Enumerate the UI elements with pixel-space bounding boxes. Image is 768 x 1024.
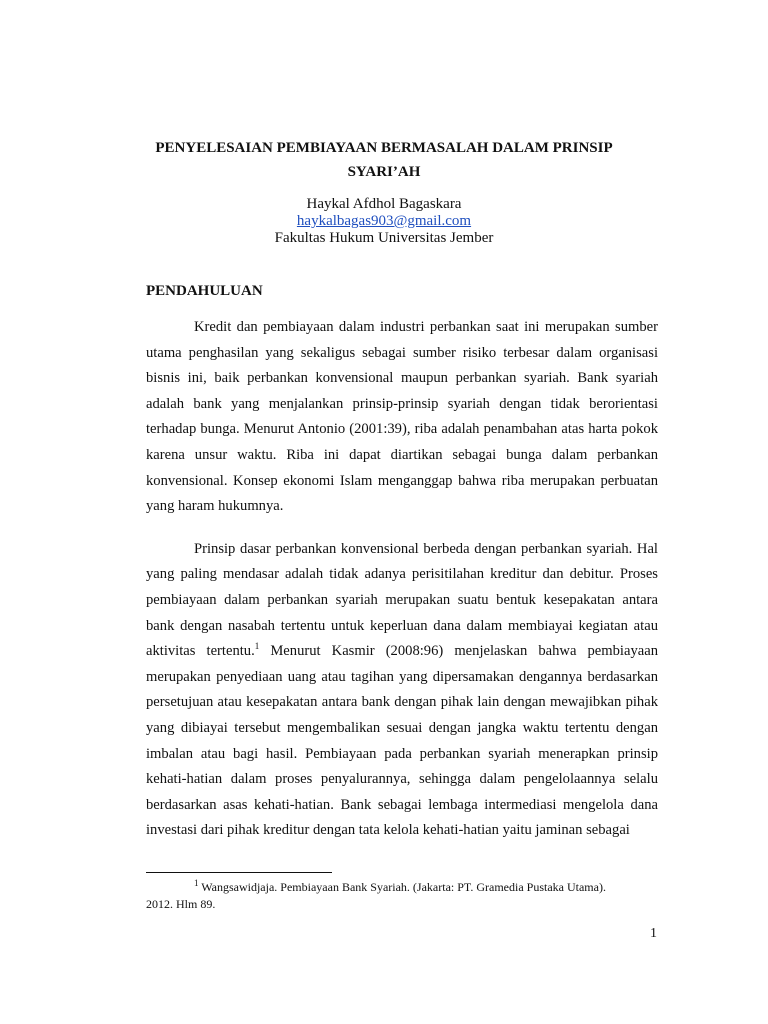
- footnote-text-line-2: 2012. Hlm 89.: [146, 897, 216, 911]
- paragraph-1: Kredit dan pembiayaan dalam industri perbankan saat ini merupakan sumber utama penghasilan yang sekaligus sebagai sumber risiko terbesar dalam organisasi bisnis ini, baik perbankan konvensional maupun perbankan syariah. Bank syariah adalah bank yang menjalankan prinsip-prinsip syariah dengan tidak berorientasi terhadap bunga. Menurut Antonio (2001:39), riba adalah penambahan atas harta pokok karena unsur waktu. Riba ini dapat diartikan sebagai bunga dalam perbankan konvensional. Konsep ekonomi Islam menganggap bahwa riba merupakan perbuatan yang haram hukumnya.: [146, 319, 658, 515]
- paper-title-line-2: SYARI’AH: [347, 164, 421, 180]
- section-heading: PENDAHULUAN: [146, 283, 263, 299]
- footnote: [146, 879, 646, 913]
- body-text: [146, 315, 658, 861]
- footnote-text-line-1: Wangsawidjaja. Pembiayaan Bank Syariah. (Jakarta: PT. Gramedia Pustaka Utama).: [198, 880, 606, 894]
- page-number: 1: [650, 926, 657, 941]
- paper-title-line-1: PENYELESAIAN PEMBIAYAAN BERMASALAH DALAM PRINSIP: [155, 140, 613, 156]
- footnote-divider: [146, 872, 332, 873]
- paper-title: [120, 136, 648, 184]
- author-email-link[interactable]: haykalbagas903@gmail.com: [296, 213, 472, 229]
- author-name: Haykal Afdhol Bagaskara: [306, 196, 462, 212]
- footnote-number: 1: [194, 878, 199, 888]
- paragraph-2: [146, 537, 658, 844]
- paragraph-2-part-2: Menurut Kasmir (2008:96) menjelaskan bahwa pembiayaan merupakan penyediaan uang atau tagihan yang dipersamakan dengannya berdasarkan persetujuan atau kesepakatan antara bank dengan pihak lain dengan mewajibkan pihak yang dibiayai tersebut mengembalikan sesuai dengan jangka waktu tertentu dengan imbalan atau bagi hasil. Pembiayaan pada perbankan syariah menerapkan prinsip kehati-hatian dalam proses penyalurannya, sehingga dalam pengelolaannya selalu berdasarkan asas kehati-hatian. Bank sebagai lembaga intermediasi mengelola dana investasi dari pihak kreditur dengan tata kelola kehati-hatian yaitu jaminan sebagai: [146, 643, 658, 839]
- author-block: [150, 196, 618, 247]
- footnote-reference[interactable]: 1: [254, 641, 260, 652]
- paragraph-2-part-1: Prinsip dasar perbankan konvensional berbeda dengan perbankan syariah. Hal yang paling mendasar adalah tidak adanya perisitilahan kreditur dan debitur. Proses pembiayaan dalam perbankan syariah merupakan suatu bentuk kesepakatan antara bank dengan nasabah tertentu untuk keperluan dana dalam membiayai kegiatan atau aktivitas tertentu.: [146, 540, 658, 660]
- author-affiliation: Fakultas Hukum Universitas Jember: [274, 230, 494, 246]
